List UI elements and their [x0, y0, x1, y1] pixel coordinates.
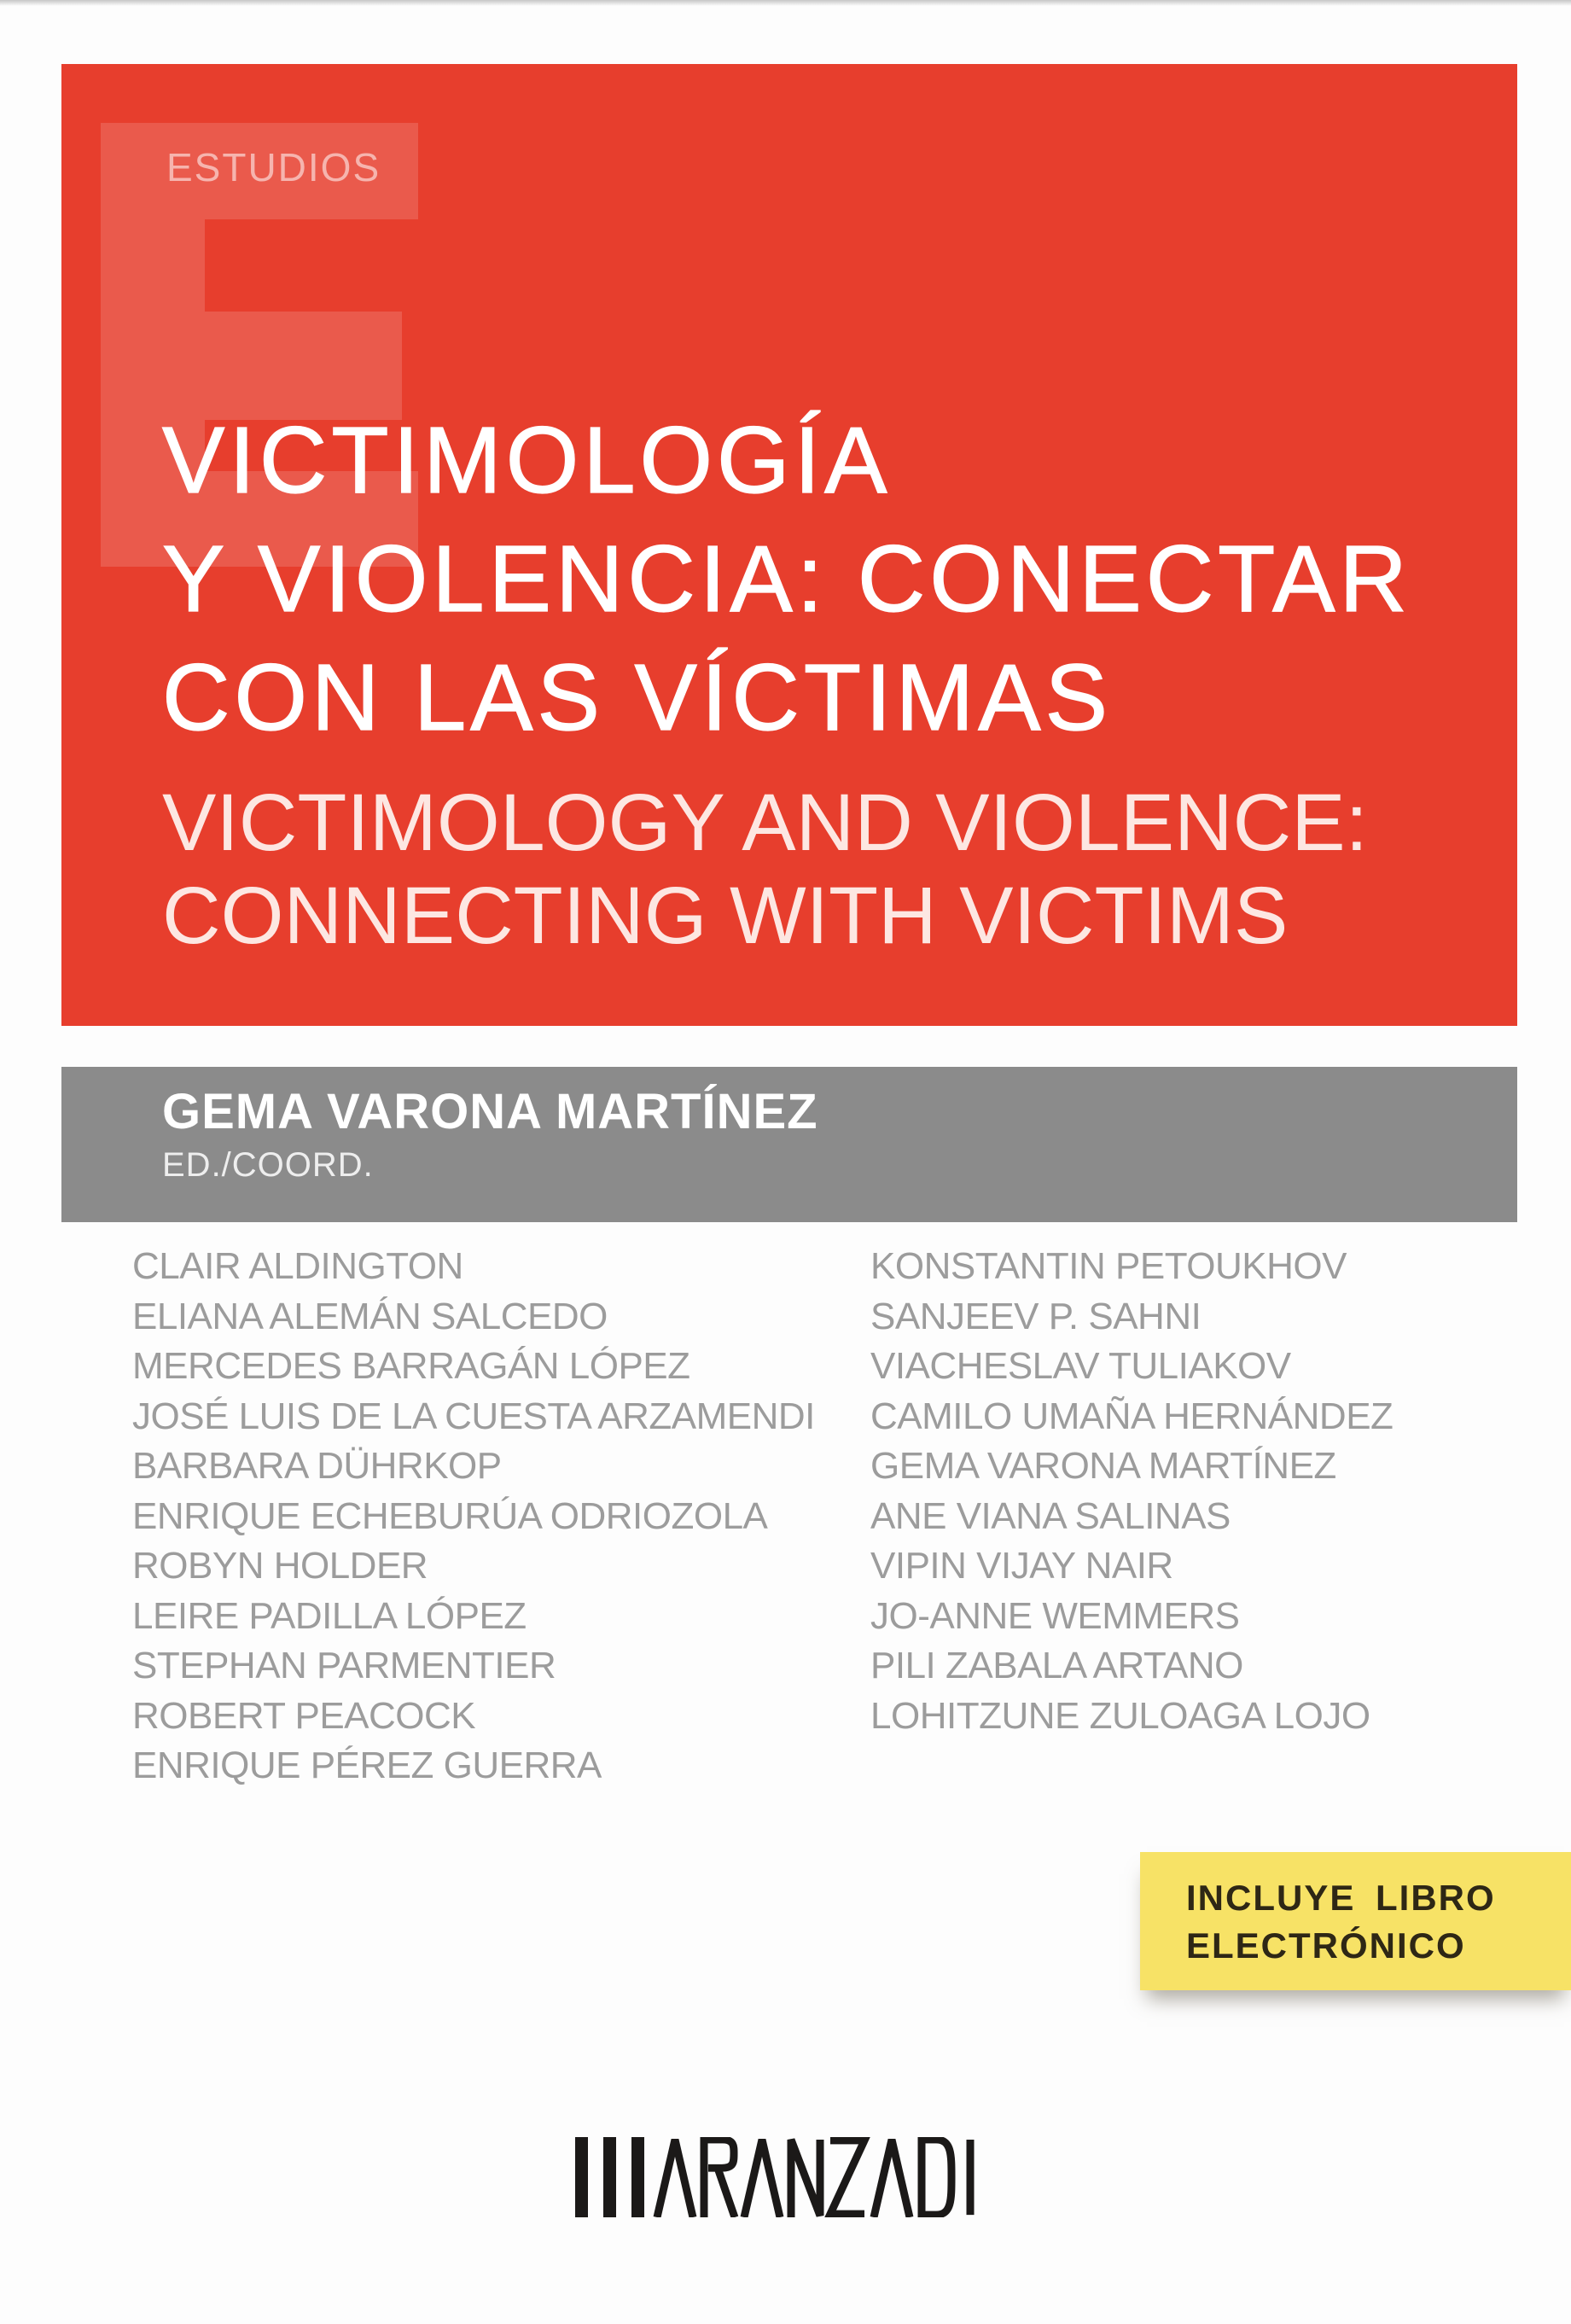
contributor-name: LOHITZUNE ZULOAGA LOJO: [870, 1694, 1370, 1737]
contributor-name: MERCEDES BARRAGÁN LÓPEZ: [132, 1345, 690, 1387]
contributor-name: ROBERT PEACOCK: [132, 1694, 476, 1737]
title-line-1: VICTIMOLOGÍA: [162, 408, 892, 513]
ebook-badge: [1140, 1852, 1571, 1990]
contributor-name: KONSTANTIN PETOUKHOV: [870, 1245, 1347, 1287]
collection-label: ESTUDIOS: [166, 145, 381, 189]
contributor-name: ENRIQUE PÉREZ GUERRA: [132, 1744, 602, 1786]
subtitle-line-1: VICTIMOLOGY AND VIOLENCE:: [162, 778, 1369, 868]
contributor-name: PILI ZABALA ARTANO: [870, 1645, 1243, 1686]
editor-bar: [61, 1067, 1517, 1222]
cover-red-panel: [61, 64, 1517, 1026]
book-subtitle: [162, 777, 1493, 963]
contributor-name: STEPHAN PARMENTIER: [132, 1645, 556, 1686]
contributor-name: JO-ANNE WEMMERS: [870, 1594, 1240, 1637]
contributors-column-right: [870, 1242, 1393, 1741]
contributor-name: BARBARA DÜHRKOP: [132, 1445, 502, 1487]
contributor-name: SANJEEV P. SAHNI: [870, 1295, 1202, 1337]
title-line-3: CON LAS VÍCTIMAS: [162, 645, 1112, 750]
publisher-logo: [575, 2137, 1002, 2217]
contributor-name: ELIANA ALEMÁN SALCEDO: [132, 1295, 608, 1337]
contributor-name: GEMA VARONA MARTÍNEZ: [870, 1445, 1336, 1487]
contributors-column-left: [132, 1242, 815, 1791]
contributor-name: VIPIN VIJAY NAIR: [870, 1545, 1173, 1587]
scan-edge: [0, 0, 1571, 6]
ebook-badge-text: [1186, 1874, 1496, 1970]
contributor-name: VIACHESLAV TULIAKOV: [870, 1345, 1291, 1387]
badge-line-1: INCLUYE LIBRO: [1186, 1878, 1496, 1918]
subtitle-line-2: CONNECTING WITH VICTIMS: [162, 871, 1289, 961]
contributor-name: JOSÉ LUIS DE LA CUESTA ARZAMENDI: [132, 1395, 815, 1437]
contributor-name: ROBYN HOLDER: [132, 1545, 428, 1587]
book-title: [162, 401, 1493, 757]
badge-line-2: ELECTRÓNICO: [1186, 1925, 1466, 1966]
contributor-name: ANE VIANA SALINAS: [870, 1494, 1231, 1537]
editor-name: GEMA VARONA MARTÍNEZ: [162, 1084, 818, 1139]
contributor-name: CAMILO UMAÑA HERNÁNDEZ: [870, 1395, 1394, 1437]
contributor-name: LEIRE PADILLA LÓPEZ: [132, 1594, 527, 1637]
contributor-name: ENRIQUE ECHEBURÚA ODRIOZOLA: [132, 1494, 768, 1537]
title-line-2: Y VIOLENCIA: CONECTAR: [162, 527, 1411, 632]
contributor-name: CLAIR ALDINGTON: [132, 1245, 463, 1287]
aranzadi-logo-icon: [575, 2137, 1002, 2217]
editor-role: ED./COORD.: [162, 1146, 374, 1184]
